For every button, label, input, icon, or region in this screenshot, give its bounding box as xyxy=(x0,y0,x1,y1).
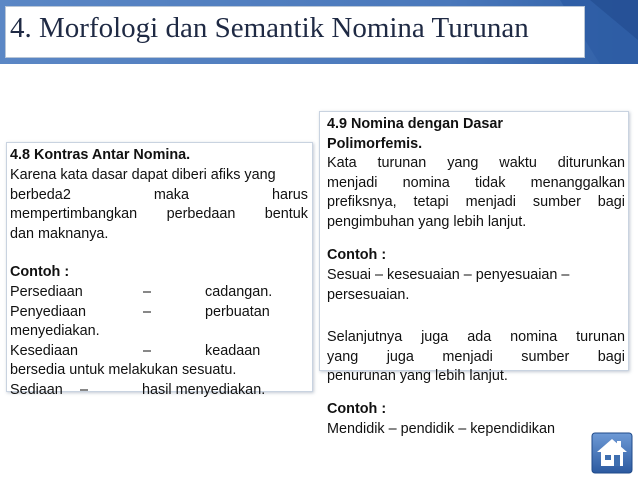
term: Penyediaan xyxy=(10,303,87,320)
right-contoh-2: Mendidik – pendidik – kependidikan xyxy=(327,421,556,437)
right-para1-line-4: pengimbuhan yang lebih lanjut. xyxy=(327,213,527,230)
example-row-kesediaan xyxy=(10,342,310,362)
dash: – xyxy=(143,303,152,320)
left-examples xyxy=(10,283,310,401)
dash: – xyxy=(143,284,152,300)
example-row-penyediaan xyxy=(10,303,310,323)
left-para-line-1: Karena kata dasar dapat diberi afiks yang xyxy=(10,167,276,183)
right-contoh-label-2: Contoh : xyxy=(327,401,387,417)
term: Persediaan xyxy=(10,284,83,300)
contoh1-line-1: Sesuai – kesesuaian – penyesuaian – xyxy=(327,267,570,283)
meaning: cadangan. xyxy=(205,284,273,300)
example-row-sediaan xyxy=(10,381,310,401)
dash: – xyxy=(80,381,89,398)
right-contoh-1 xyxy=(327,266,569,305)
home-button[interactable] xyxy=(591,432,633,474)
right-paragraph-2 xyxy=(327,328,625,387)
meaning: perbuatan xyxy=(205,303,270,320)
term: bersedia untuk melakukan sesuatu. xyxy=(10,362,237,379)
right-heading-line-2: Polimorfemis. xyxy=(327,136,423,152)
home-icon xyxy=(591,432,633,474)
example-row-continuation xyxy=(10,361,310,381)
right-para2-line-1: Selanjutnya juga ada nomina turunan xyxy=(327,329,625,345)
right-heading-line-1: 4.9 Nomina dengan Dasar xyxy=(327,116,503,132)
left-para-line-2: berbeda2 maka harus xyxy=(10,186,308,203)
right-para1-line-1: Kata turunan yang waktu diturunkan xyxy=(327,155,625,171)
meaning: keadaan xyxy=(205,342,261,359)
right-para2-line-2: yang juga menjadi sumber bagi xyxy=(327,348,625,365)
title-banner xyxy=(0,0,638,64)
left-contoh-label: Contoh : xyxy=(10,264,70,280)
example-row-persediaan xyxy=(10,283,310,303)
right-para2-line-3: penurunan yang lebih lanjut. xyxy=(327,368,508,385)
example-row-continuation xyxy=(10,322,310,342)
left-paragraph xyxy=(10,166,308,244)
slide-title: 4. Morfologi dan Semantik Nomina Turunan xyxy=(10,12,529,44)
dash: – xyxy=(143,342,152,359)
meaning: hasil menyediakan. xyxy=(142,381,266,398)
right-para1-line-2: menjadi nomina tidak menanggalkan xyxy=(327,174,625,191)
term: Kesediaan xyxy=(10,342,79,359)
right-paragraph-1 xyxy=(327,154,625,232)
right-contoh-label-1: Contoh : xyxy=(327,247,387,263)
term: menyediakan. xyxy=(10,323,100,340)
term: Sediaan xyxy=(10,381,63,398)
left-para-line-3: mempertimbangkan perbedaan bentuk xyxy=(10,206,308,223)
right-para1-line-3: prefiksnya, tetapi menjadi sumber bagi xyxy=(327,194,625,211)
left-para-line-4: dan maknanya. xyxy=(10,225,109,242)
contoh1-line-2: persesuaian. xyxy=(327,286,410,303)
left-heading: 4.8 Kontras Antar Nomina. xyxy=(10,147,191,163)
